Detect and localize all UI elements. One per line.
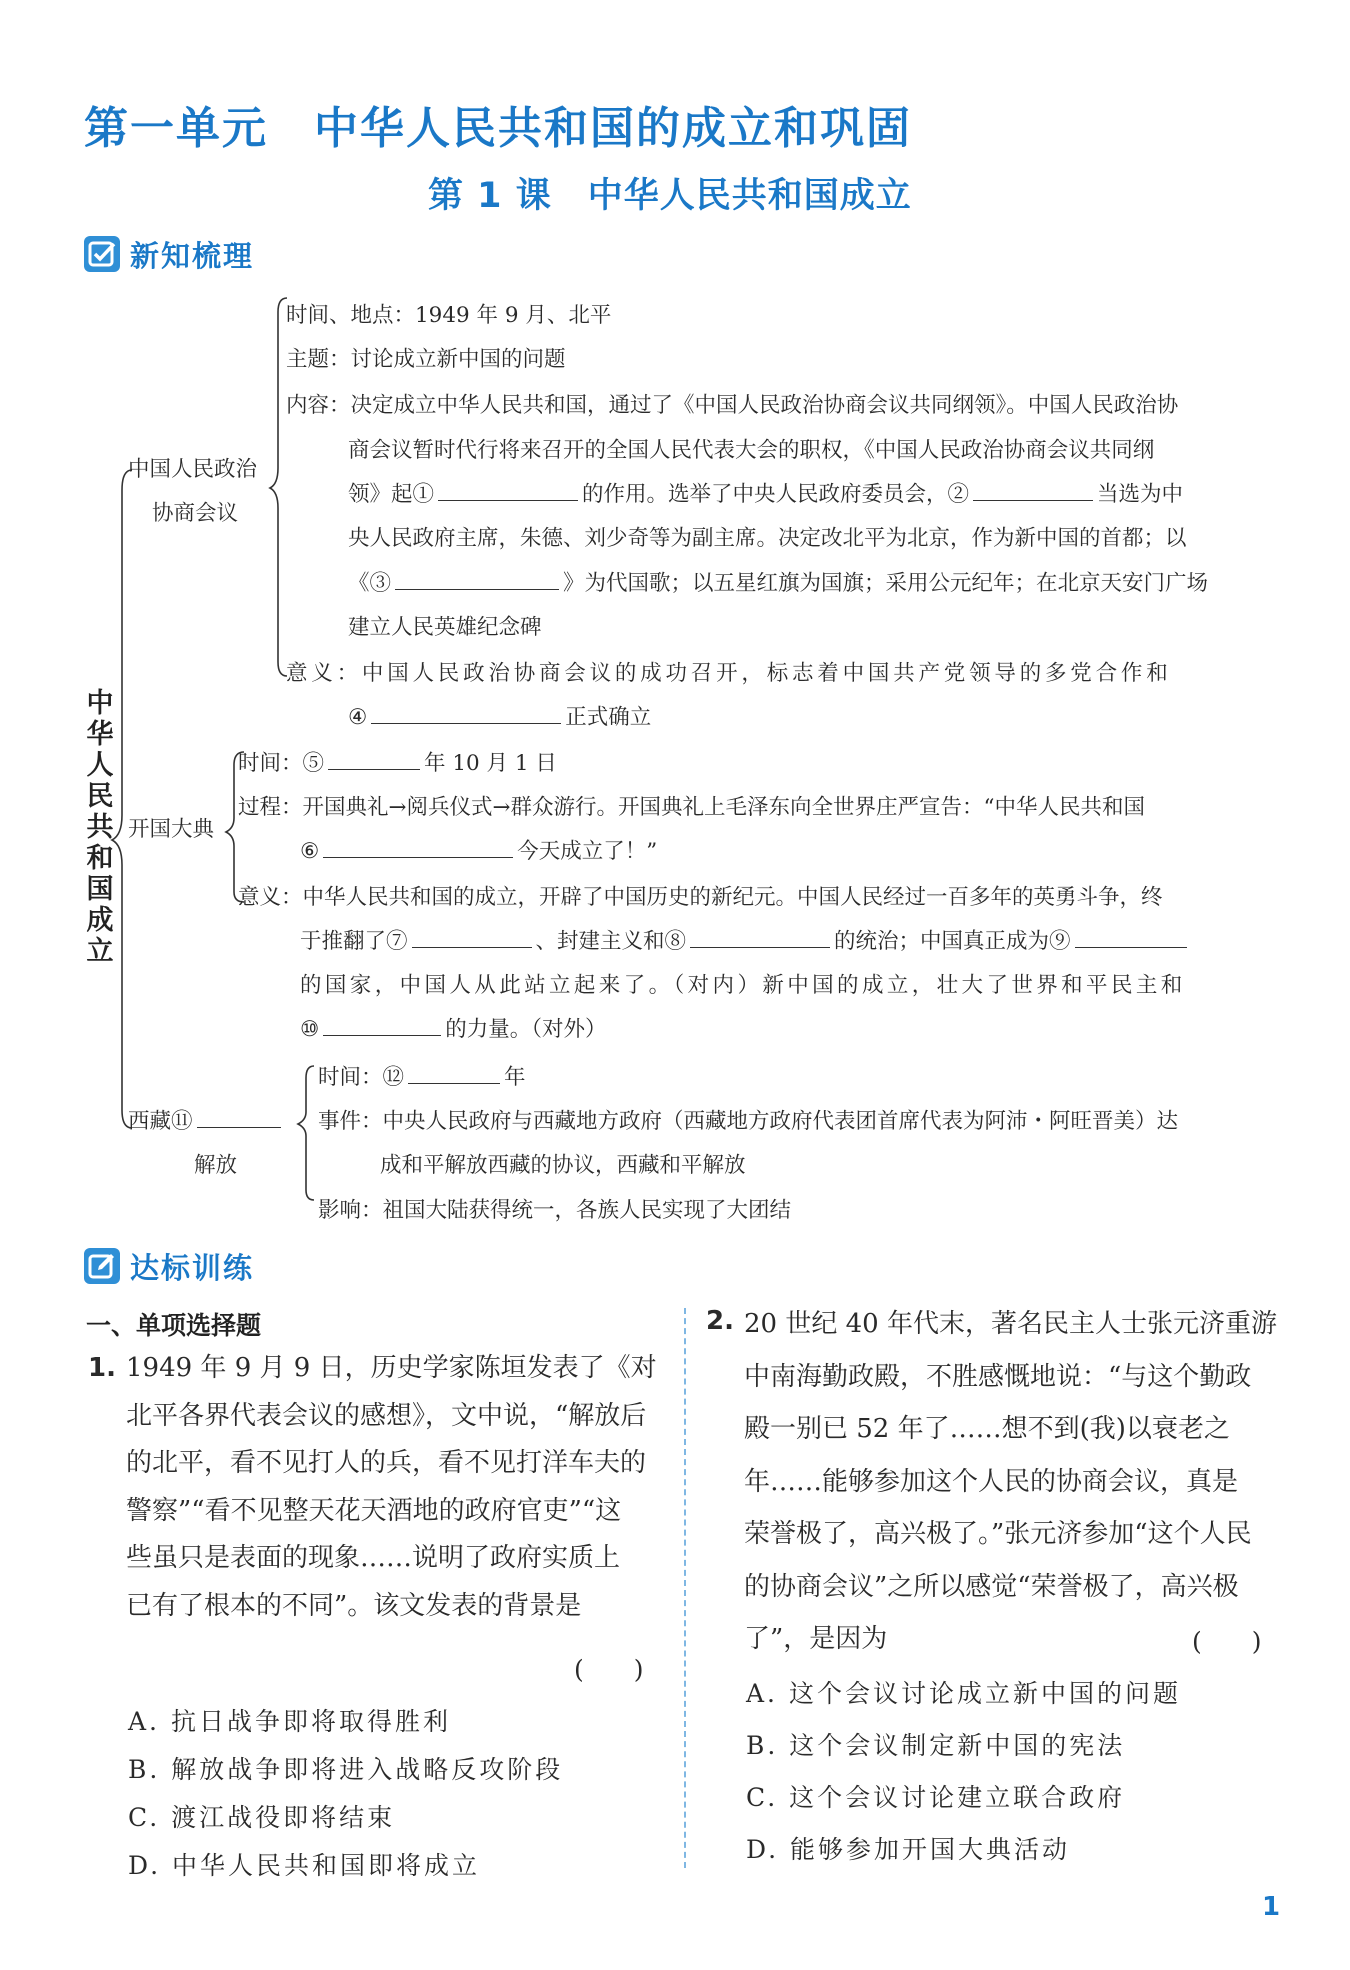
stem-line: 的北平，看不见打人的兵，看不见打洋车夫的: [126, 1448, 647, 1478]
option-c[interactable]: C. 这个会议讨论建立联合政府: [746, 1783, 1126, 1812]
tibet-impact: 影响：祖国大陆获得统一，各族人民实现了大团结: [318, 1198, 792, 1223]
tibet-event-2: 成和平解放西藏的协议，西藏和平解放: [380, 1153, 746, 1178]
text: 时间：⑫: [318, 1065, 405, 1090]
text: 年 10 月 1 日: [424, 751, 557, 776]
stem-line: 了”，是因为: [744, 1624, 888, 1654]
cppcc-content-4: 央人民政府主席，朱德、刘少奇等为副主席。决定改北平为北京，作为新中国的首都；以: [348, 526, 1187, 551]
cppcc-content-1: 内容：决定成立中华人民共和国，通过了《中国人民政治协商会议共同纲领》。中国人民政治协: [286, 393, 1179, 418]
tree-root-label: 中华人民共和国成立: [86, 688, 114, 967]
option-d[interactable]: D. 中华人民共和国即将成立: [128, 1851, 481, 1880]
question-1-stem: [126, 1345, 661, 1630]
ceremony-meaning-2: [300, 924, 1191, 955]
branch-label-tibet: [128, 1104, 285, 1135]
stem-line: 中南海勤政殿，不胜感慨地说：“与这个勤政: [744, 1361, 1252, 1392]
text: 时间：⑤: [238, 751, 325, 776]
ceremony-meaning-4: [300, 1012, 607, 1043]
stem-line: 荣誉极了，高兴极了。”张元济参加“这个人民: [744, 1519, 1252, 1549]
cppcc-meaning-1: 意义：中国人民政治协商会议的成功召开，标志着中国共产党领导的多党合作和: [286, 661, 1172, 686]
column-divider: [684, 1308, 686, 1868]
section-header-exercise: [84, 1244, 254, 1288]
stem-line: 的协商会议”之所以感觉“荣誉极了，高兴极: [744, 1571, 1239, 1602]
ceremony-meaning-1: 意义：中华人民共和国的成立，开辟了中国历史的新纪元。中国人民经过一百多年的英勇斗争，终: [238, 885, 1163, 910]
blank-6[interactable]: [323, 839, 513, 858]
text: ⑥: [300, 839, 320, 864]
option-b[interactable]: B. 这个会议制定新中国的宪法: [746, 1731, 1126, 1760]
text: 今天成立了！”: [517, 839, 658, 864]
text: 《③: [348, 571, 392, 596]
text: ④: [348, 705, 368, 730]
stem-line: 些虽只是表面的现象……说明了政府实质上: [126, 1543, 621, 1573]
text: 领》起①: [348, 482, 435, 507]
question-2-stem: [744, 1298, 1289, 1666]
text: 、封建主义和⑧: [535, 929, 687, 954]
cppcc-content-5: [348, 566, 1208, 597]
text: 年: [504, 1065, 526, 1090]
blank-9[interactable]: [1075, 929, 1187, 948]
blank-7[interactable]: [412, 929, 532, 948]
question-number: 1.: [88, 1353, 116, 1383]
question-2: [706, 1298, 734, 1346]
question-1: [88, 1345, 116, 1393]
blank-4[interactable]: [371, 705, 561, 724]
option-c[interactable]: C. 渡江战役即将结束: [128, 1803, 396, 1832]
question-number: 2.: [706, 1306, 734, 1336]
text: 的力量。（对外）: [445, 1017, 607, 1042]
text: ⑩: [300, 1017, 320, 1042]
branch-label-cppcc-2: 协商会议: [152, 501, 239, 526]
ceremony-process-1: 过程：开国典礼→阅兵仪式→群众游行。开国典礼上毛泽东向全世界庄严宣告：“中华人民共和国: [238, 795, 1146, 820]
branch-label-cppcc: 中国人民政治: [128, 457, 258, 482]
stem-line: 殿一别已 52 年了……想不到(我)以衰老之: [744, 1414, 1230, 1444]
blank-8[interactable]: [690, 929, 830, 948]
blank-1[interactable]: [438, 482, 578, 501]
cppcc-theme: 主题：讨论成立新中国的问题: [286, 347, 566, 372]
part-title: 一、单项选择题: [86, 1311, 262, 1340]
blank-11[interactable]: [197, 1109, 281, 1128]
text: 的统治；中国真正成为⑨: [834, 929, 1071, 954]
branch-label-ceremony: 开国大典: [128, 817, 215, 842]
branch-label-tibet-2: 解放: [194, 1153, 238, 1178]
option-a[interactable]: A. 这个会议讨论成立新中国的问题: [746, 1679, 1181, 1708]
edit-icon: [84, 1248, 120, 1284]
ceremony-process-2: [300, 834, 657, 865]
text: 当选为中: [1097, 482, 1184, 507]
cppcc-time: 时间、地点：1949 年 9 月、北平: [286, 303, 612, 328]
blank-10[interactable]: [323, 1017, 441, 1036]
text: 的作用。选举了中央人民政府委员会，②: [582, 482, 970, 507]
cppcc-content-3: [348, 477, 1183, 508]
stem-line: 警察”“看不见整天花天酒地的政府官吏”“这: [126, 1495, 622, 1526]
stem-line: 20 世纪 40 年代末，著名民主人士张元济重游: [744, 1309, 1277, 1339]
ceremony-meaning-3: 的国家，中国人从此站立起来了。（对内）新中国的成立，壮大了世界和平民主和: [300, 973, 1186, 998]
section-label: 新知梳理: [130, 238, 255, 273]
ceremony-time: [238, 746, 557, 777]
page-number: 1: [1262, 1892, 1281, 1922]
cppcc-content-2: 商会议暂时代行将来召开的全国人民代表大会的职权，《中国人民政治协商会议共同纲: [348, 438, 1155, 463]
blank-3[interactable]: [395, 571, 559, 590]
blank-2[interactable]: [973, 482, 1093, 501]
stem-line: 已有了根本的不同”。该文发表的背景是: [126, 1590, 582, 1621]
answer-paren[interactable]: ( ): [574, 1655, 644, 1684]
blank-5[interactable]: [328, 751, 420, 770]
unit-title: 第一单元 中华人民共和国的成立和巩固: [84, 103, 912, 154]
text: 》为代国歌；以五星红旗为国旗；采用公元纪年；在北京天安门广场: [563, 571, 1209, 596]
option-d[interactable]: D. 能够参加开国大典活动: [746, 1835, 1071, 1864]
cppcc-content-6: 建立人民英雄纪念碑: [348, 615, 542, 640]
blank-12[interactable]: [408, 1065, 500, 1084]
tibet-time: [318, 1060, 526, 1091]
answer-paren[interactable]: ( ): [1192, 1627, 1262, 1656]
stem-line: 年……能够参加这个人民的协商会议，真是: [744, 1466, 1239, 1497]
lesson-title: 第 1 课 中华人民共和国成立: [428, 176, 912, 216]
text: 西藏⑪: [128, 1109, 193, 1134]
stem-line: 北平各界代表会议的感想》，文中说，“解放后: [126, 1400, 647, 1431]
text: 正式确立: [565, 705, 652, 730]
section-label: 达标训练: [130, 1250, 255, 1285]
option-b[interactable]: B. 解放战争即将进入战略反攻阶段: [128, 1755, 564, 1784]
stem-line: 1949 年 9 月 9 日，历史学家陈垣发表了《对: [126, 1353, 657, 1383]
text: 于推翻了⑦: [300, 929, 408, 954]
option-a[interactable]: A. 抗日战争即将取得胜利: [128, 1707, 451, 1736]
tibet-event-1: 事件：中央人民政府与西藏地方政府（西藏地方政府代表团首席代表为阿沛・阿旺晋美）达: [318, 1109, 1179, 1134]
cppcc-meaning-2: [348, 700, 651, 731]
